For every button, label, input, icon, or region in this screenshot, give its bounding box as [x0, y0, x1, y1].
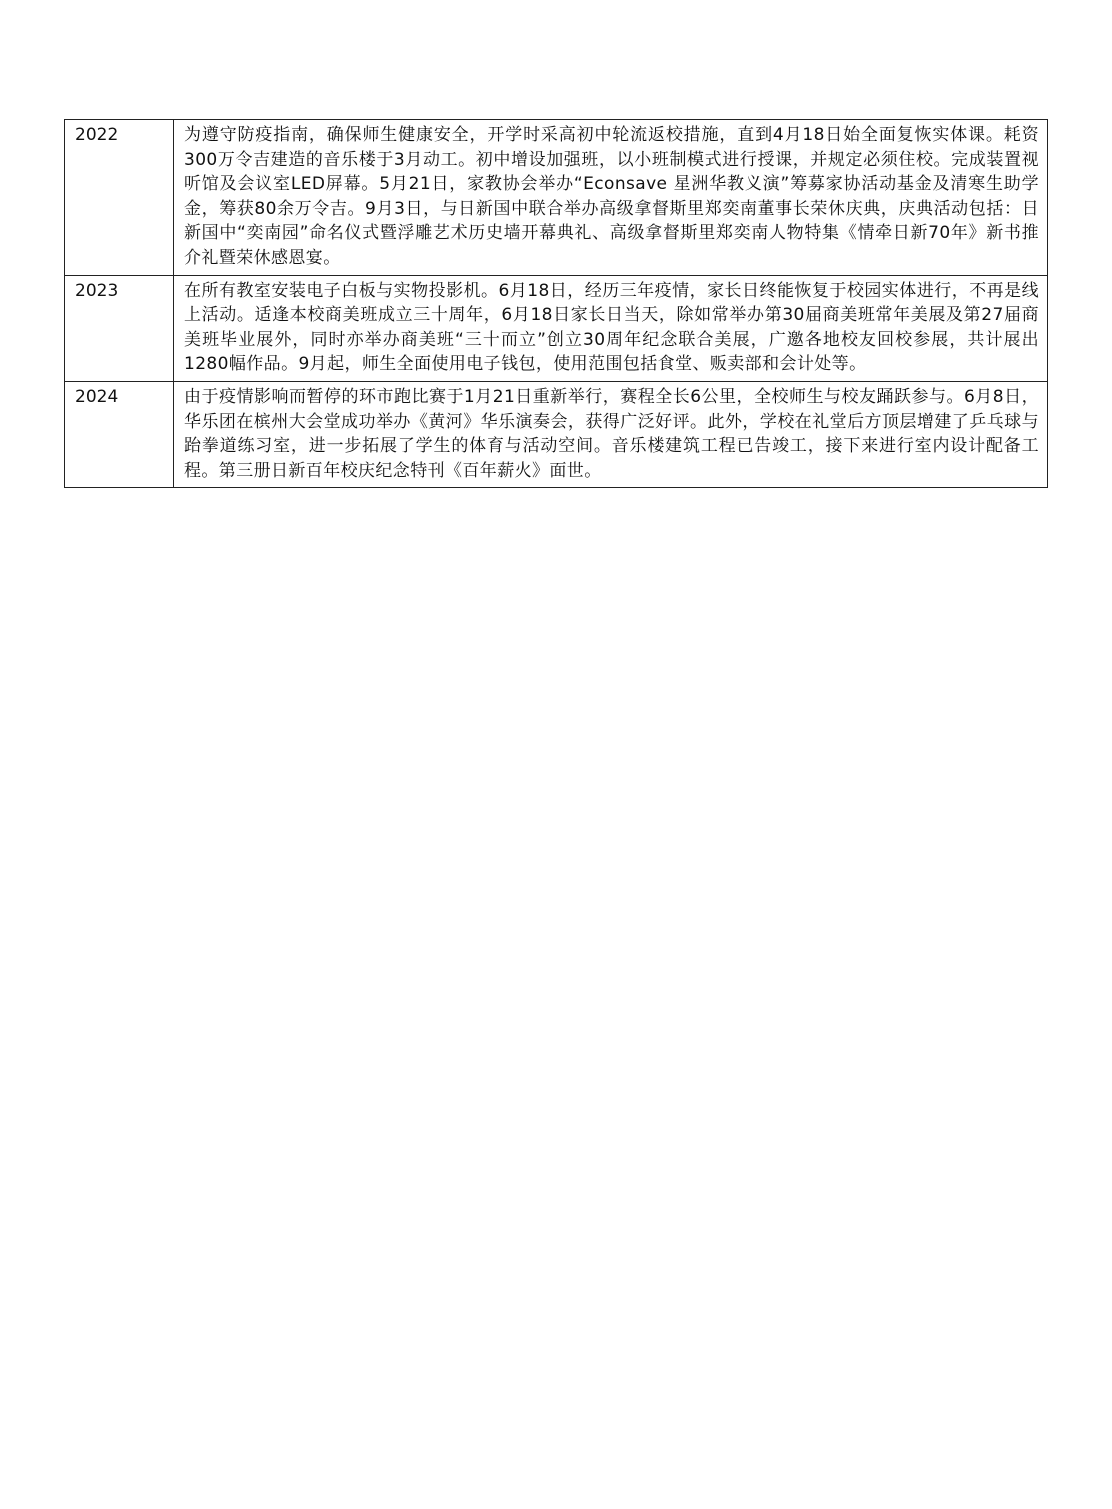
year-cell: 2024 — [65, 381, 174, 487]
year-cell: 2022 — [65, 120, 174, 276]
event-description-cell: 为遵守防疫指南，确保师生健康安全，开学时采高初中轮流返校措施，直到4月18日始全面复恢实体课。耗资300万令吉建造的音乐楼于3月动工。初中增设加强班，以小班制模式进行授课，并规定必须住校。完成装置视听馆及会议室LED屏幕。5月21日，家教协会举办“Econsave 星洲华教义演”筹募家协活动基金及清寒生助学金，筹获80余万令吉。9月3日，与日新国中联合举办高级拿督斯里郑奕南董事长荣休庆典，庆典活动包括：日新国中“奕南园”命名仪式暨浮雕艺术历史墙开幕典礼、高级拿督斯里郑奕南人物特集《情牵日新70年》新书推介礼暨荣休感恩宴。 — [174, 120, 1048, 276]
event-description-cell: 由于疫情影响而暂停的环市跑比赛于1月21日重新举行，赛程全长6公里，全校师生与校友踊跃参与。6月8日，华乐团在槟州大会堂成功举办《黄河》华乐演奏会，获得广泛好评。此外，学校在礼堂后方顶层增建了乒乓球与跆拳道练习室，进一步拓展了学生的体育与活动空间。音乐楼建筑工程已告竣工，接下来进行室内设计配备工程。第三册日新百年校庆纪念特刊《百年薪火》面世。 — [174, 381, 1048, 487]
event-description-cell: 在所有教室安装电子白板与实物投影机。6月18日，经历三年疫情，家长日终能恢复于校园实体进行，不再是线上活动。适逢本校商美班成立三十周年，6月18日家长日当天，除如常举办第30届商美班常年美展及第27届商美班毕业展外，同时亦举办商美班“三十而立”创立30周年纪念联合美展，广邀各地校友回校参展，共计展出1280幅作品。9月起，师生全面使用电子钱包，使用范围包括食堂、贩卖部和会计处等。 — [174, 275, 1048, 381]
table-row — [65, 381, 1048, 487]
table-row — [65, 120, 1048, 276]
year-cell: 2023 — [65, 275, 174, 381]
table-row — [65, 275, 1048, 381]
document-page — [64, 119, 1048, 488]
history-timeline-table — [64, 119, 1048, 488]
